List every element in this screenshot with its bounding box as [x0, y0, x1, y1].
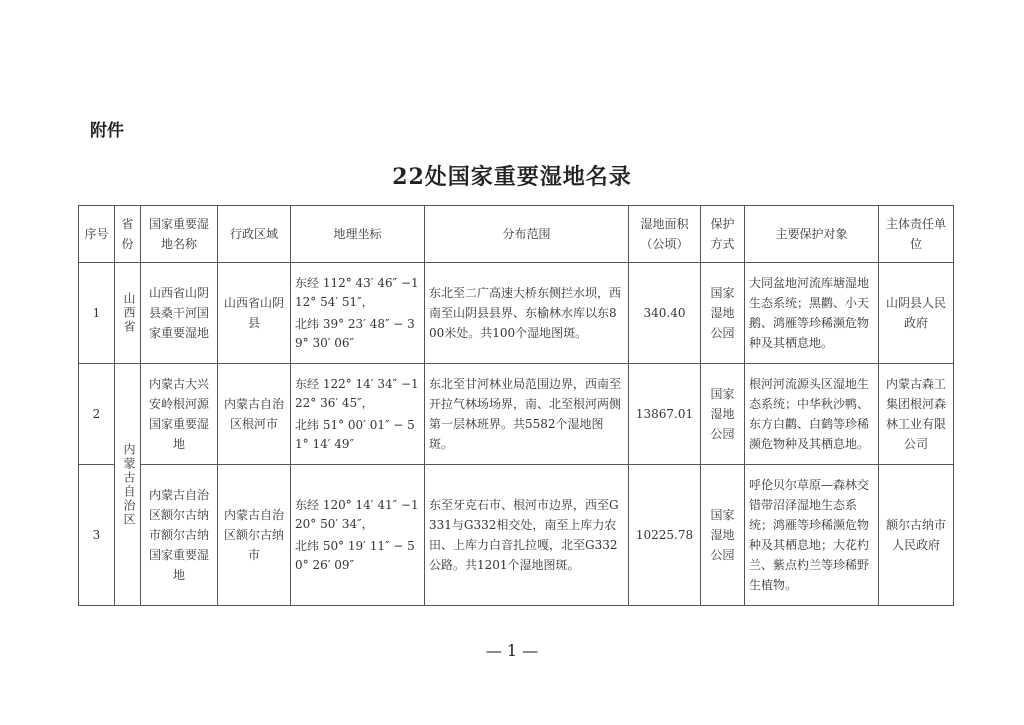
- cell-coords: [291, 364, 425, 465]
- cell-range: 东至牙克石市、根河市边界，西至G331与G332相交处，南至上库力农田、上库力白音扎拉嘎，北至G332公路。共1201个湿地图斑。: [425, 465, 629, 606]
- longitude: 东经 120° 14′ 41″ −120° 50′ 34″，: [295, 497, 419, 531]
- cell-name: 内蒙古自治区额尔古纳市额尔古纳国家重要湿地: [141, 465, 218, 606]
- cell-province: [115, 364, 141, 606]
- cell-area: 13867.01: [629, 364, 701, 465]
- table-row: [79, 263, 954, 364]
- header-protect: 保护方式: [701, 206, 745, 263]
- cell-area: 10225.78: [629, 465, 701, 606]
- latitude: 北纬 50° 19′ 11″ − 50° 26′ 09″: [295, 538, 415, 572]
- cell-resp: 内蒙古森工集团根河森林工业有限公司: [879, 364, 954, 465]
- cell-objects: 呼伦贝尔草原—森林交错带沼泽湿地生态系统；鸿雁等珍稀濒危物种及其栖息地；大花杓兰、紫点杓兰等珍稀野生植物。: [745, 465, 879, 606]
- table-row: [79, 364, 954, 465]
- longitude: 东经 122° 14′ 34″ −122° 36′ 45″，: [295, 376, 419, 410]
- wetland-table: [78, 205, 954, 606]
- cell-seq: 1: [79, 263, 115, 364]
- header-resp: 主体责任单位: [879, 206, 954, 263]
- province-text: 山西省: [122, 292, 136, 334]
- cell-seq: 2: [79, 364, 115, 465]
- header-coords: 地理坐标: [291, 206, 425, 263]
- cell-admin: 山西省山阴县: [218, 263, 291, 364]
- latitude: 北纬 39° 23′ 48″ − 39° 30′ 06″: [295, 316, 415, 350]
- cell-resp: 山阴县人民政府: [879, 263, 954, 364]
- cell-coords: [291, 263, 425, 364]
- header-row: [79, 206, 954, 263]
- longitude: 东经 112° 43′ 46″ −112° 54′ 51″，: [295, 275, 419, 309]
- cell-protect: 国家湿地公园: [701, 364, 745, 465]
- cell-name: 山西省山阴县桑干河国家重要湿地: [141, 263, 218, 364]
- province-text: 内蒙古自治区: [122, 442, 136, 527]
- header-seq: 序号: [79, 206, 115, 263]
- latitude: 北纬 51° 00′ 01″ − 51° 14′ 49″: [295, 417, 415, 451]
- cell-protect: 国家湿地公园: [701, 465, 745, 606]
- header-province: 省份: [115, 206, 141, 263]
- cell-name: 内蒙古大兴安岭根河源国家重要湿地: [141, 364, 218, 465]
- cell-objects: 根河河流源头区湿地生态系统；中华秋沙鸭、东方白鹳、白鹤等珍稀濒危物种及其栖息地。: [745, 364, 879, 465]
- cell-resp: 额尔古纳市人民政府: [879, 465, 954, 606]
- cell-protect: 国家湿地公园: [701, 263, 745, 364]
- page-number: — 1 —: [485, 641, 539, 660]
- cell-range: 东北至甘河林业局范围边界，西南至开拉气林场场界，南、北至根河两侧第一层林班界。共5582个湿地图斑。: [425, 364, 629, 465]
- cell-seq: 3: [79, 465, 115, 606]
- cell-admin: 内蒙古自治区额尔古纳市: [218, 465, 291, 606]
- header-admin: 行政区域: [218, 206, 291, 263]
- cell-area: 340.40: [629, 263, 701, 364]
- cell-admin: 内蒙古自治区根河市: [218, 364, 291, 465]
- cell-objects: 大同盆地河流库塘湿地生态系统；黑鹳、小天鹅、鸿雁等珍稀濒危物种及其栖息地。: [745, 263, 879, 364]
- header-range: 分布范围: [425, 206, 629, 263]
- cell-range: 东北至二广高速大桥东侧拦水坝，西南至山阴县县界、东榆林水库以东800米处。共100个湿地图斑。: [425, 263, 629, 364]
- attachment-label: 附件: [90, 121, 124, 141]
- table-row: [79, 465, 954, 606]
- header-name: 国家重要湿地名称: [141, 206, 218, 263]
- cell-coords: [291, 465, 425, 606]
- header-objects: 主要保护对象: [745, 206, 879, 263]
- document-title: 22处国家重要湿地名录: [392, 164, 632, 190]
- header-area: 湿地面积（公顷）: [629, 206, 701, 263]
- cell-province: [115, 263, 141, 364]
